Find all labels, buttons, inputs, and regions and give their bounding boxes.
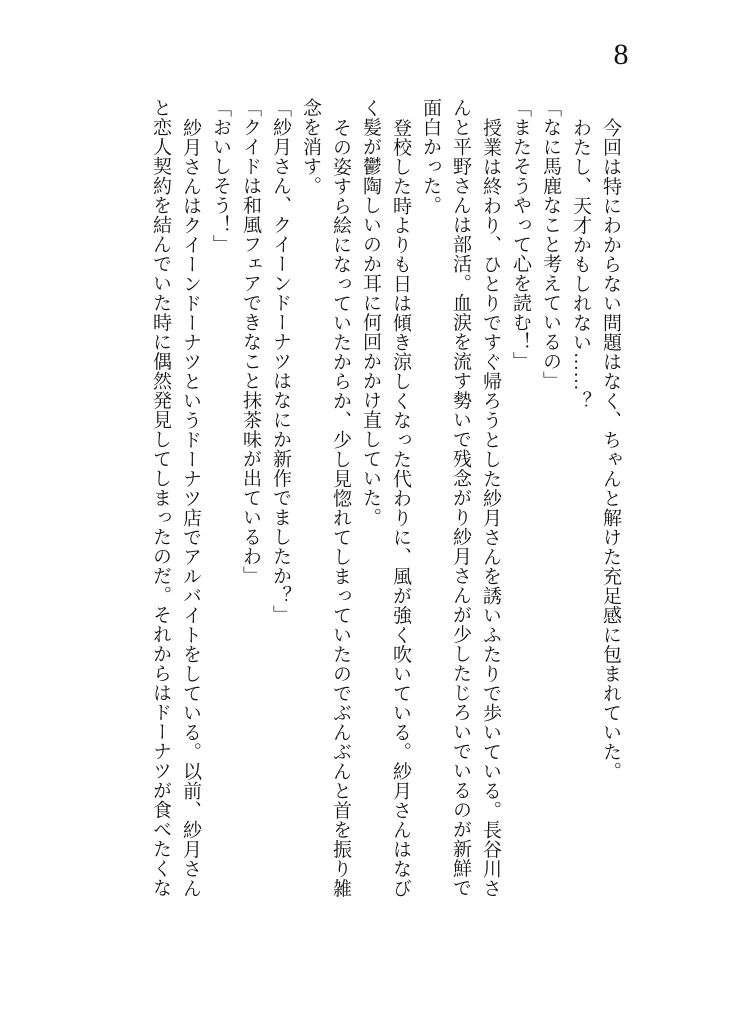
text-line: 念を消す。	[300, 98, 321, 196]
text-line: 紗月さんはクイーンドーナツというドーナツ店でアルバイトをしている。以前、紗月さん	[180, 117, 201, 898]
vertical-text-block	[145, 98, 625, 904]
text-line: と恋人契約を結んでいた時に偶然発見してしまったのだ。それからはドーナツが食べたくな	[150, 98, 171, 898]
text-line: く髪が鬱陶しいのか耳に何回かかけ直していた。	[360, 98, 381, 527]
text-line: その姿すら絵になっていたからか、少し見惚れてしまっていたのでぶんぶんと首を振り雑	[330, 117, 351, 898]
text-line: 今回は特にわからない問題はなく、ちゃんと解けた充足感に包まれていた。	[600, 117, 621, 781]
text-line: わたし、天才かもしれない……？	[570, 117, 591, 410]
text-line: 「なに馬鹿なこと考えているの」	[540, 98, 561, 391]
text-line: んと平野さんは部活。血涙を流す勢いで残念がり紗月さんが少したじろいでいるのが新鮮で	[450, 98, 471, 898]
text-line: 「紗月さん、クイーンドーナツはなにか新作でましたか？」	[270, 98, 291, 625]
text-line: 「またそうやって心を読む！」	[510, 98, 531, 371]
text-line: 登校した時よりも日は傾き涼しくなった代わりに、風が強く吹いている。紗月さんはなび	[390, 117, 411, 898]
text-line: 「おいしそう！」	[210, 98, 231, 254]
text-line: 面白かった。	[420, 98, 441, 215]
text-line: 「クイドは和風フェアできなこと抹茶味が出ているわ」	[240, 98, 261, 586]
page-number: 8	[613, 38, 629, 71]
text-line: 授業は終わり、ひとりですぐ帰ろうとした紗月さんを誘いふたりで歩いている。長谷川さ	[480, 117, 501, 898]
